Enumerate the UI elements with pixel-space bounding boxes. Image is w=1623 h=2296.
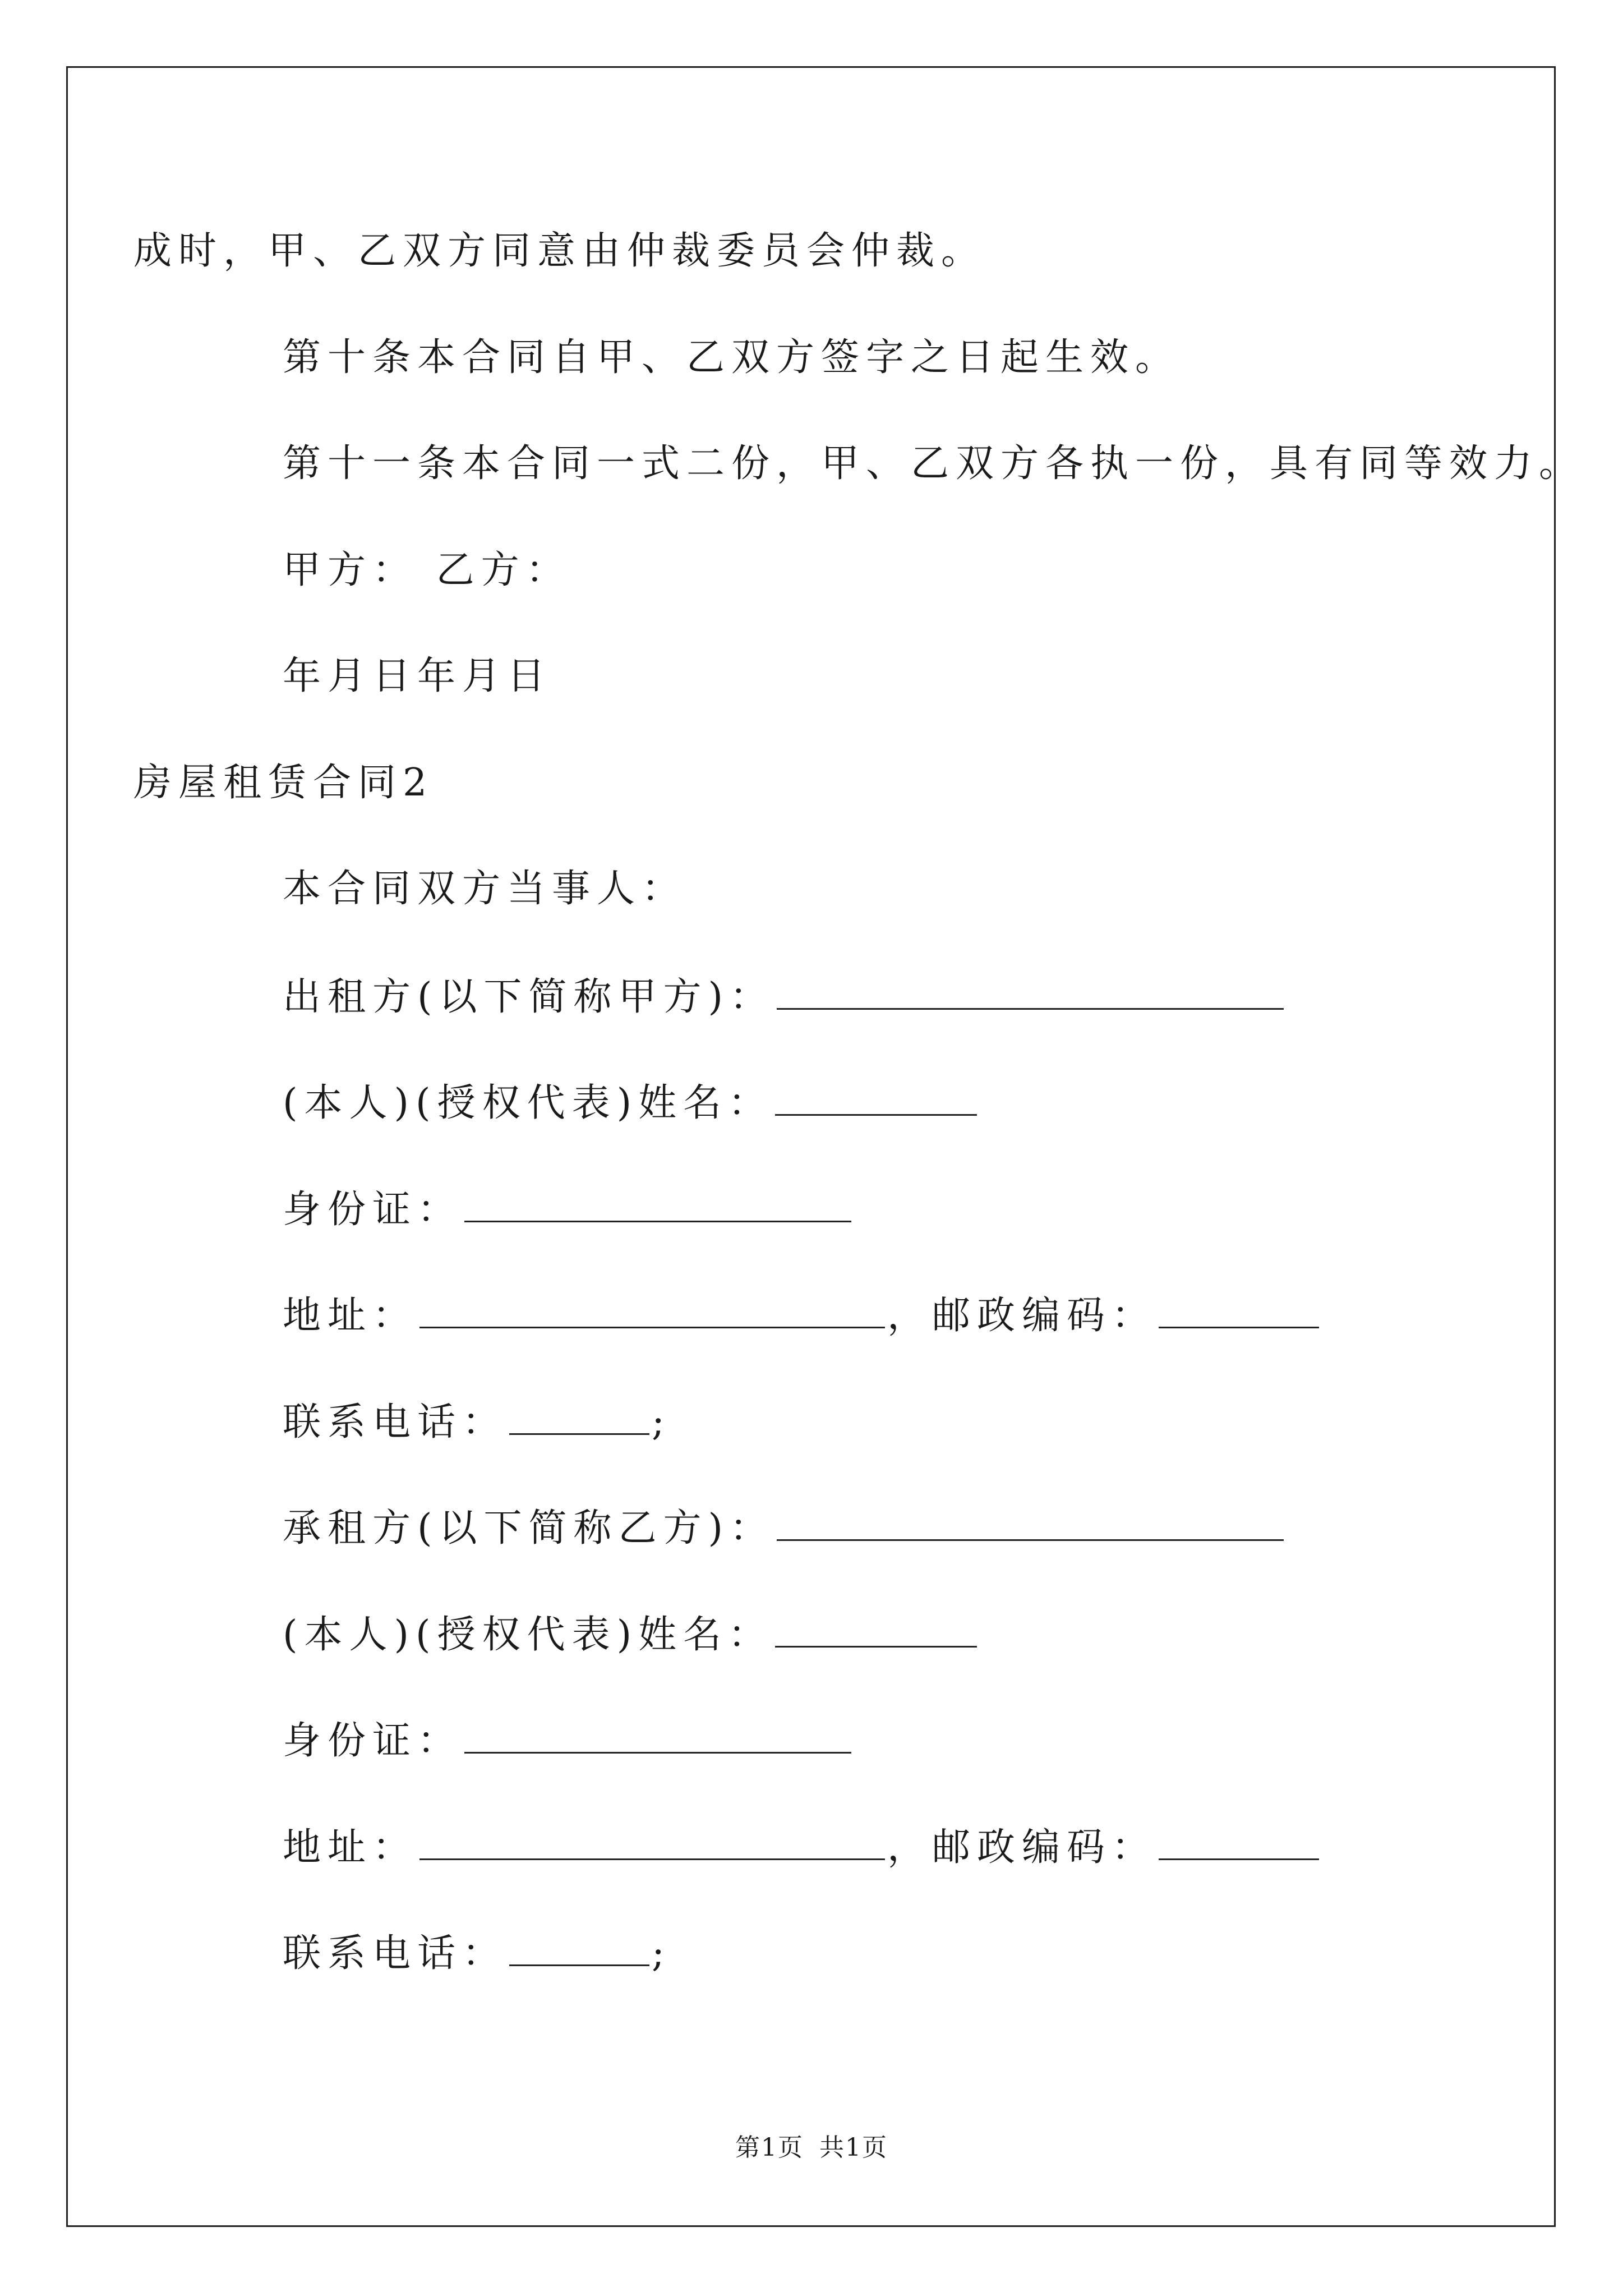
lessor-address-blank[interactable] [419, 1295, 885, 1328]
lessee-postcode-label: ，邮政编码： [887, 1825, 1157, 1870]
lessor-phone-label: 联系电话： [283, 1400, 508, 1444]
lessee-address-blank[interactable] [419, 1827, 885, 1860]
signature-parties: 甲方： 乙方： [283, 548, 571, 592]
lessor-phone-blank[interactable] [509, 1402, 649, 1435]
lessee-line [283, 1508, 1286, 1548]
lessor-id-label: 身份证： [283, 1188, 463, 1232]
text-line: 第十一条本合同一式二份，甲、乙双方各执一份，具有同等效力。 [283, 441, 1584, 486]
punctuation: ; [652, 1931, 671, 1976]
punctuation: ; [652, 1400, 671, 1444]
lessor-postcode-blank[interactable] [1159, 1295, 1319, 1328]
lessor-address-line [283, 1294, 1321, 1338]
lessee-rep-blank[interactable] [775, 1614, 977, 1648]
lessor-rep-line [283, 1081, 979, 1125]
lessor-phone-line [283, 1402, 671, 1442]
section-title: 房屋租赁合同2 [133, 761, 434, 805]
lessee-id-label: 身份证： [283, 1719, 463, 1763]
lessor-address-label: 地址： [283, 1294, 418, 1338]
lessee-phone-label: 联系电话： [283, 1931, 508, 1976]
lessee-rep-label: (本人)(授权代表)姓名： [283, 1613, 773, 1657]
lessee-phone-line [283, 1931, 671, 1976]
lessee-address-label: 地址： [283, 1825, 418, 1870]
lessor-id-line [283, 1188, 854, 1232]
page-footer [0, 2127, 1623, 2163]
page-total: 共1页 [819, 2133, 888, 2162]
lessee-id-line [283, 1719, 854, 1763]
lessee-label: 承租方(以下简称乙方)： [283, 1506, 775, 1550]
lessor-id-blank[interactable] [464, 1189, 851, 1222]
lessor-label: 出租方(以下简称甲方)： [283, 975, 775, 1019]
lessee-name-blank[interactable] [777, 1508, 1284, 1541]
lessor-postcode-label: ，邮政编码： [887, 1294, 1157, 1338]
text-line: 成时，甲、乙双方同意由仲裁委员会仲裁。 [133, 229, 986, 273]
lessee-address-line [283, 1825, 1321, 1870]
lessee-rep-line [283, 1613, 979, 1657]
lessee-postcode-blank[interactable] [1159, 1827, 1319, 1860]
lessor-rep-label: (本人)(授权代表)姓名： [283, 1081, 773, 1125]
page-border [66, 66, 1556, 2227]
lessor-rep-blank[interactable] [775, 1083, 977, 1116]
lessor-line [283, 975, 1286, 1019]
signature-dates: 年月日年月日 [283, 654, 552, 698]
lessee-id-blank[interactable] [464, 1720, 851, 1754]
lessor-name-blank[interactable] [777, 977, 1284, 1010]
page-number: 第1页 [735, 2133, 804, 2162]
lessee-phone-blank[interactable] [509, 1933, 649, 1966]
text-line: 第十条本合同自甲、乙双方签字之日起生效。 [283, 335, 1181, 380]
text-line: 本合同双方当事人： [283, 867, 687, 911]
